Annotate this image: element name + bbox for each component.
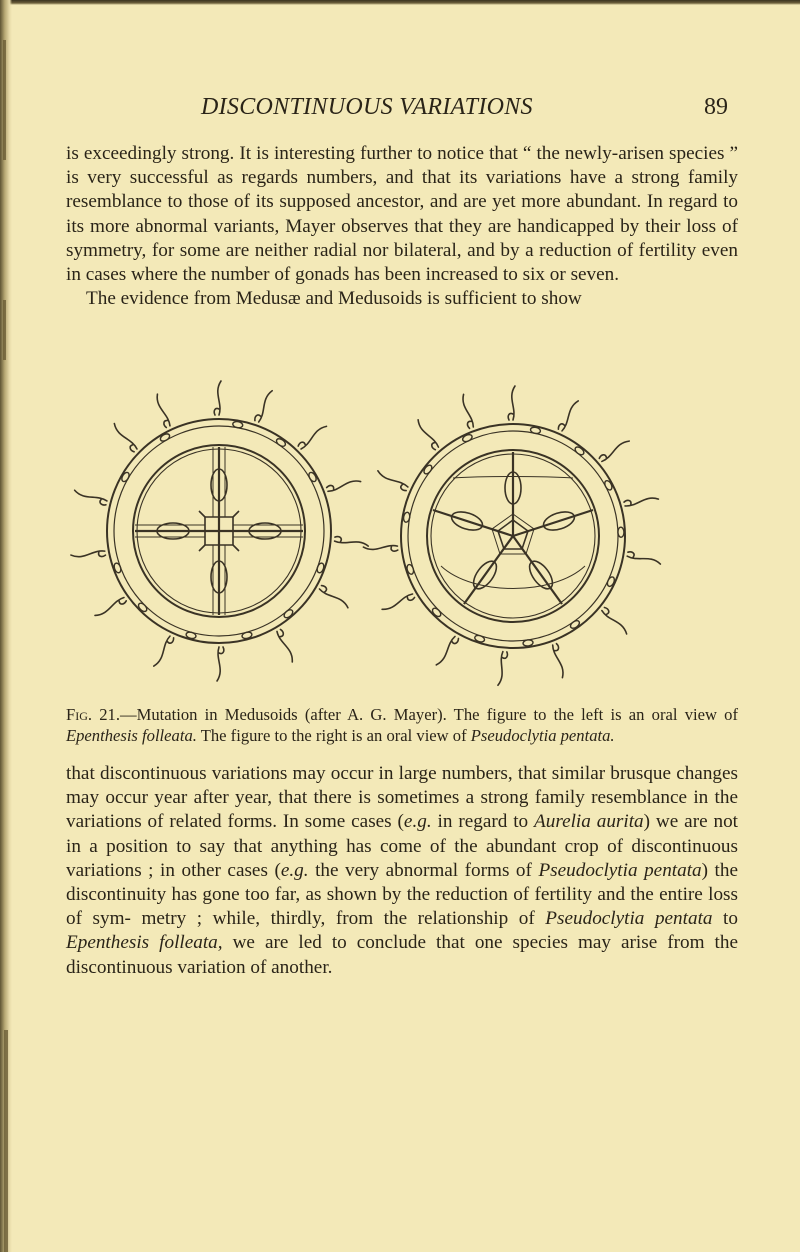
- text-run: ) the discontinuity has gone too far, as shown by the reduction of fertility and the entire loss of sym- metry ; while, thirdly, from the relationship of: [66, 859, 738, 930]
- medusoid-illustration: [60, 366, 760, 702]
- italic-run: e.g.: [280, 859, 309, 881]
- species-name: Epenthesis folleata.: [66, 726, 197, 745]
- page-top-edge: [0, 0, 800, 5]
- epenthesis-folleata-drawing: [71, 381, 369, 681]
- binding-shadow: [3, 40, 6, 160]
- text-run: to: [712, 908, 738, 930]
- binding-shadow: [4, 1030, 8, 1252]
- body-text-top: [66, 142, 738, 311]
- italic-run: e.g.: [403, 811, 432, 833]
- paragraph: [66, 762, 738, 980]
- page-number: 89: [704, 94, 728, 120]
- binding-shadow: [3, 300, 6, 360]
- text-run: the very abnormal forms of: [308, 859, 539, 881]
- pseudoclytia-pentata-drawing: [363, 386, 661, 686]
- species-name: Pseudoclytia pentata: [545, 908, 713, 930]
- text-run: that discontinuous variations may occur in large numbers, that similar brusque changes may occur year after year, that there is sometimes a strong family resemblance in the variations of related forms. In some cases (: [66, 763, 738, 833]
- paragraph: is exceedingly strong. It is interesting further to notice that “ the newly-arisen species ” is very successful as regards numbers, and that its variations have a strong family resemblance to those of its supposed ancestor, and are yet more abundant. In regard to its more abnormal variants, Mayer observes that they are handicapped by their loss of symmetry, for some are neither radial nor bilateral, and by a reduction of fertility even in cases where the number of gonads has been increased to six or seven.: [66, 143, 738, 286]
- species-name: Aurelia aurita: [534, 811, 644, 833]
- figure-caption: [66, 704, 738, 746]
- body-text-bottom: [66, 762, 738, 980]
- caption-text: The figure to the right is an oral view of: [196, 726, 471, 745]
- species-name: Pseudoclytia pentata.: [470, 726, 615, 745]
- species-name: Pseudoclytia pentata: [538, 859, 702, 881]
- figure-21: [60, 366, 760, 702]
- caption-text: —Mutation in Medusoids (after A. G. Mayer). The figure to the left is an oral view of: [120, 705, 738, 724]
- text-run: we are led to conclude that one species may arise from the discontinuous variation of another.: [66, 932, 738, 978]
- page-header: [60, 94, 740, 124]
- species-name: Epenthesis folleata,: [66, 932, 223, 954]
- figure-label: Fig. 21.: [66, 705, 121, 724]
- text-run: in regard to: [431, 811, 535, 833]
- running-title: DISCONTINUOUS VARIATIONS: [201, 94, 533, 120]
- page-left-edge: [0, 0, 12, 1252]
- text-run: ) we are not in a position to say that anything has come of the abundant crop of discontinuous variations ; in other cases (: [66, 811, 738, 881]
- paragraph: The evidence from Medusæ and Medusoids is sufficient to show: [86, 288, 582, 310]
